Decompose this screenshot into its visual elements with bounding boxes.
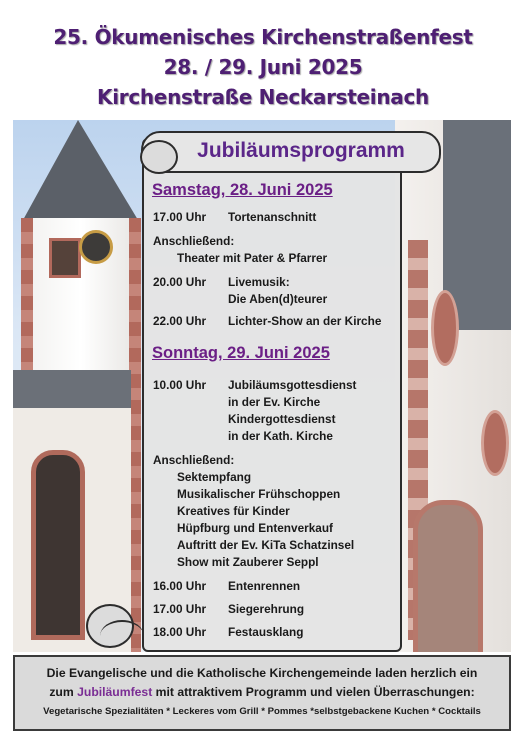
item-time: 18.00 Uhr	[153, 625, 207, 639]
item-time: 17.00 Uhr	[153, 210, 207, 224]
item-time: 22.00 Uhr	[153, 314, 207, 328]
oval-window	[431, 290, 459, 366]
following-text: Theater mit Pater & Pfarrer	[177, 251, 328, 265]
program-title: Jubiläumsprogramm	[197, 139, 405, 162]
scroll-curl-line	[100, 620, 144, 652]
following-label: Anschließend:	[153, 453, 235, 467]
invitation-text: zum	[49, 685, 78, 699]
invitation-text: mit attraktivem Programm und vielen Überraschungen:	[152, 685, 475, 699]
item-text: Jubiläumsgottesdienst	[228, 378, 357, 392]
item-text: Tortenanschnitt	[228, 210, 317, 224]
following-text: Auftritt der Ev. KiTa Schatzinsel	[177, 538, 355, 552]
program-item	[153, 209, 316, 226]
item-time: 20.00 Uhr	[153, 275, 207, 289]
item-text: Die Aben(d)teurer	[228, 292, 328, 306]
item-time: 17.00 Uhr	[153, 602, 207, 616]
invitation-line: Die Evangelische und die Katholische Kirchengemeinde laden herzlich ein	[46, 666, 478, 680]
following-block	[153, 452, 354, 571]
program-item	[153, 313, 381, 330]
header	[0, 22, 526, 112]
following-text: Hüpfburg und Entenverkauf	[177, 521, 333, 535]
item-time: 16.00 Uhr	[153, 579, 207, 593]
item-text: in der Kath. Kirche	[228, 429, 333, 443]
following-block	[153, 233, 327, 267]
scroll-curl-icon	[140, 140, 178, 174]
following-text: Show mit Zauberer Seppl	[177, 555, 319, 569]
following-text: Sektempfang	[177, 470, 252, 484]
clock-icon	[79, 230, 113, 264]
saturday-heading: Samstag, 28. Juni 2025	[152, 181, 333, 199]
food-list: Vegetarische Spezialitäten * Leckeres vom Grill * Pommes *selbstgebackene Kuchen * Cocktails	[43, 706, 481, 717]
program-item	[153, 624, 303, 641]
oval-window	[481, 410, 509, 476]
event-location: Kirchenstraße Neckarsteinach	[97, 85, 429, 109]
festival-highlight: Jubiläumfest	[77, 685, 153, 699]
event-title: 25. Ökumenisches Kirchenstraßenfest	[53, 25, 473, 49]
program-item	[153, 377, 356, 445]
item-text: in der Ev. Kirche	[228, 395, 321, 409]
program-item	[153, 274, 327, 308]
item-text: Kindergottesdienst	[228, 412, 336, 426]
program-item	[153, 601, 304, 618]
item-time: 10.00 Uhr	[153, 378, 207, 392]
following-label: Anschließend:	[153, 234, 235, 248]
item-text: Lichter-Show an der Kirche	[228, 314, 382, 328]
invitation-line	[15, 682, 509, 702]
tower-window	[49, 238, 81, 278]
church-portal	[413, 500, 483, 652]
following-text: Musikalischer Frühschoppen	[177, 487, 341, 501]
program-item	[153, 578, 300, 595]
event-dates: 28. / 29. Juni 2025	[163, 55, 363, 79]
gothic-window	[31, 450, 85, 640]
following-text: Kreatives für Kinder	[177, 504, 290, 518]
item-text: Siegerehrung	[228, 602, 305, 616]
church-roof	[13, 370, 131, 410]
sunday-heading: Sonntag, 29. Juni 2025	[152, 344, 330, 362]
item-text: Festausklang	[228, 625, 304, 639]
tower-roof	[23, 120, 138, 220]
item-text: Entenrennen	[228, 579, 301, 593]
invitation-box	[13, 655, 511, 731]
item-text: Livemusik:	[228, 275, 290, 289]
